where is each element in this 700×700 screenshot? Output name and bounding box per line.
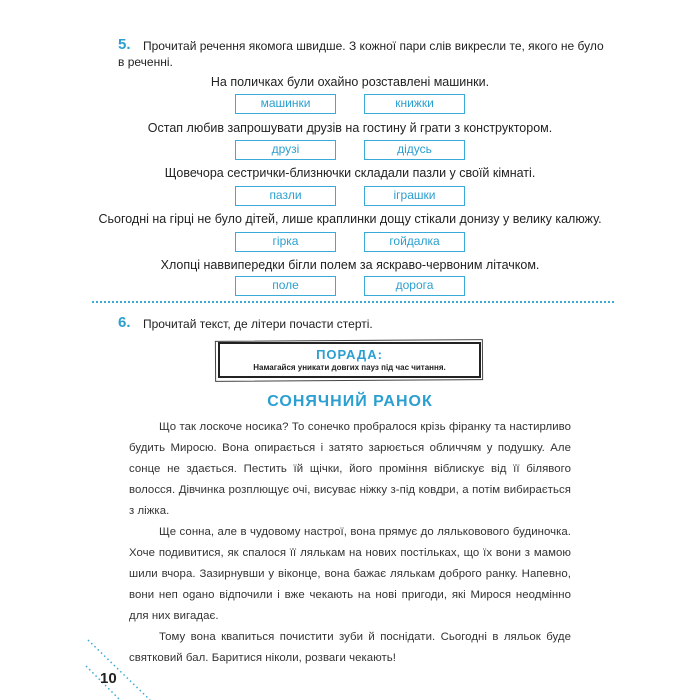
tip-title: ПОРАДА:	[316, 347, 383, 362]
word-box-1b[interactable]: книжки	[364, 94, 465, 114]
sentence-1: На поличках були охайно розставлені машинки.	[210, 75, 490, 89]
word-box-5b[interactable]: дорога	[364, 276, 465, 296]
word-box-5a[interactable]: поле	[235, 276, 336, 296]
task-6-instruction: Прочитай текст, де літери почасти стерті.	[143, 317, 373, 331]
section-divider	[92, 301, 614, 303]
word-box-4a[interactable]: гірка	[235, 232, 336, 252]
sentence-4: Сьогодні на гірці не було дітей, лише краплинки дощу стікали донизу у велику калюжу.	[98, 212, 602, 226]
story-paragraph-2: Ще сонна, але в чудовому настрої, вона прямує до ляльковового будиночка. Хоче подивитися, як спалося її лялькам на нових постільках, що їх вони з мамою шили вчора. Зазирнувши у віконце, вона бажає лялькам доброго ранку. Напевно, вони неп ogано відпочили і вже чекають на нові пригоди, які Мирося неодмінно для них вигадає.	[129, 526, 571, 622]
task-5-number: 5.	[118, 36, 131, 53]
word-box-1a[interactable]: машинки	[235, 94, 336, 114]
task-5-instruction-line2: в реченні.	[118, 55, 173, 69]
word-box-2a[interactable]: друзі	[235, 140, 336, 160]
task-5-instruction-line1: Прочитай речення якомога швидше. З кожної пари слів викресли те, якого не було	[143, 39, 604, 53]
word-box-4b[interactable]: гойдалка	[364, 232, 465, 252]
story-paragraph-1: Що так лоскоче носика? То сонечко пробралося крізь фіранку та настирливо будить Миросю. Вона опирається і затято зарюється обличчям у подушку. Але сонце не здається. Пестить їй щічки, його проміння віблискує від її білявого волосся. Дівчинка розплющує очі, висуває ніжку з-під ковдри, а потім вибирається з ліжка.	[129, 421, 571, 517]
sentence-2: Остап любив запрошувати друзів на гостину й грати з конструктором.	[147, 121, 553, 135]
story-text	[129, 417, 571, 669]
task-6-number: 6.	[118, 314, 131, 331]
sentence-5: Хлопці наввипередки бігли полем за яскраво-червоним літачком.	[160, 258, 540, 272]
tip-box	[218, 342, 481, 378]
word-box-3a[interactable]: пазли	[235, 186, 336, 206]
tip-text: Намагайся уникати довгих пауз під час читання.	[253, 363, 446, 372]
story-title: СОНЯЧНИЙ РАНОК	[267, 393, 433, 410]
sentence-3: Щовечора сестрички-близнючки складали пазли у своїй кімнаті.	[164, 166, 536, 180]
page-number: 10	[100, 670, 117, 687]
story-paragraph-3: Тому вона квапиться почистити зуби й поснідати. Сьогодні в ляльок буде святковий бал. Баритися ніколи, розваги чекають!	[129, 631, 571, 664]
word-box-2b[interactable]: дідусь	[364, 140, 465, 160]
word-box-3b[interactable]: іграшки	[364, 186, 465, 206]
